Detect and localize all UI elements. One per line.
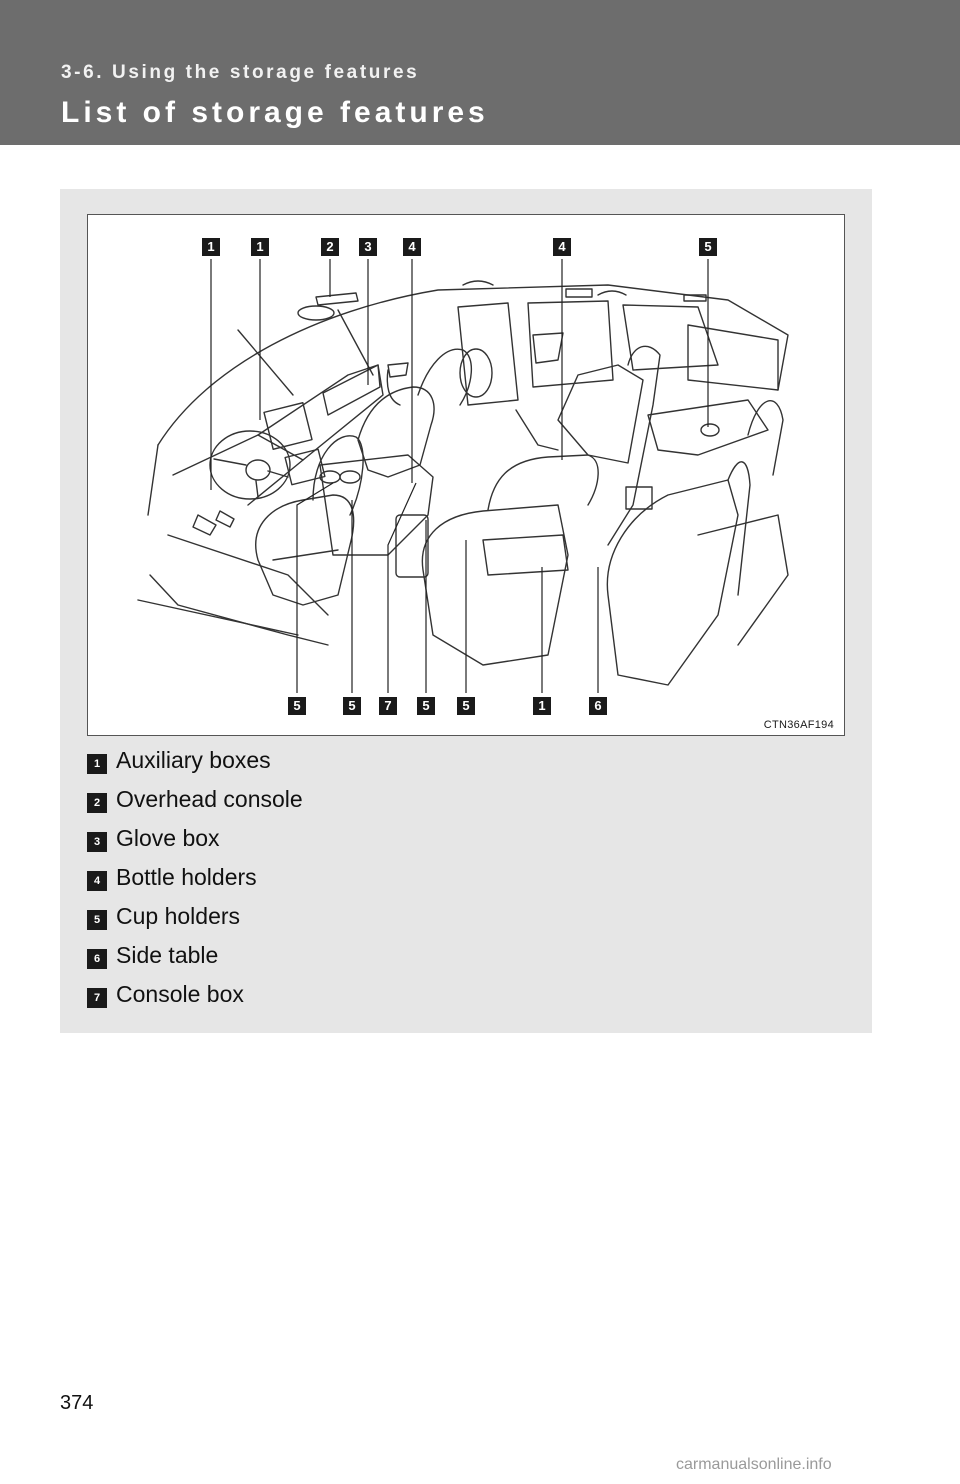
callout-cup-holder: 5 — [457, 697, 475, 715]
legend-label: Cup holders — [116, 903, 241, 929]
watermark: carmanualsonline.info — [676, 1456, 832, 1473]
legend-number-badge: 6 — [87, 949, 107, 969]
legend-label: Console box — [116, 981, 244, 1007]
callout-auxiliary-box: 1 — [202, 238, 220, 256]
figure-code: CTN36AF194 — [763, 719, 834, 731]
callout-console-box: 7 — [379, 697, 397, 715]
callout-bottle-holder: 4 — [553, 238, 571, 256]
callout-cup-holder: 5 — [288, 697, 306, 715]
legend-label: Side table — [116, 942, 219, 968]
legend-number-badge: 1 — [87, 754, 107, 774]
callout-cup-holder: 5 — [417, 697, 435, 715]
legend-label: Overhead console — [116, 786, 303, 812]
page-title: List of storage features — [61, 96, 489, 129]
page-number: 374 — [60, 1392, 94, 1414]
interior-drawing — [88, 215, 845, 736]
legend-label: Bottle holders — [116, 864, 257, 890]
legend-label: Auxiliary boxes — [116, 747, 271, 773]
callout-side-table: 6 — [589, 697, 607, 715]
callout-bottle-holder: 4 — [403, 238, 421, 256]
legend-number-badge: 5 — [87, 910, 107, 930]
legend-number-badge: 4 — [87, 871, 107, 891]
callout-cup-holder: 5 — [343, 697, 361, 715]
callout-auxiliary-box: 1 — [251, 238, 269, 256]
callout-cup-holder: 5 — [699, 238, 717, 256]
callout-glove-box: 3 — [359, 238, 377, 256]
section-header — [0, 0, 960, 145]
section-label: 3-6. Using the storage features — [61, 62, 420, 83]
callout-auxiliary-box: 1 — [533, 697, 551, 715]
legend-label: Glove box — [116, 825, 220, 851]
legend-number-badge: 3 — [87, 832, 107, 852]
callout-overhead-console: 2 — [321, 238, 339, 256]
legend-number-badge: 2 — [87, 793, 107, 813]
vehicle-interior-illustration — [87, 214, 845, 736]
legend-number-badge: 7 — [87, 988, 107, 1008]
